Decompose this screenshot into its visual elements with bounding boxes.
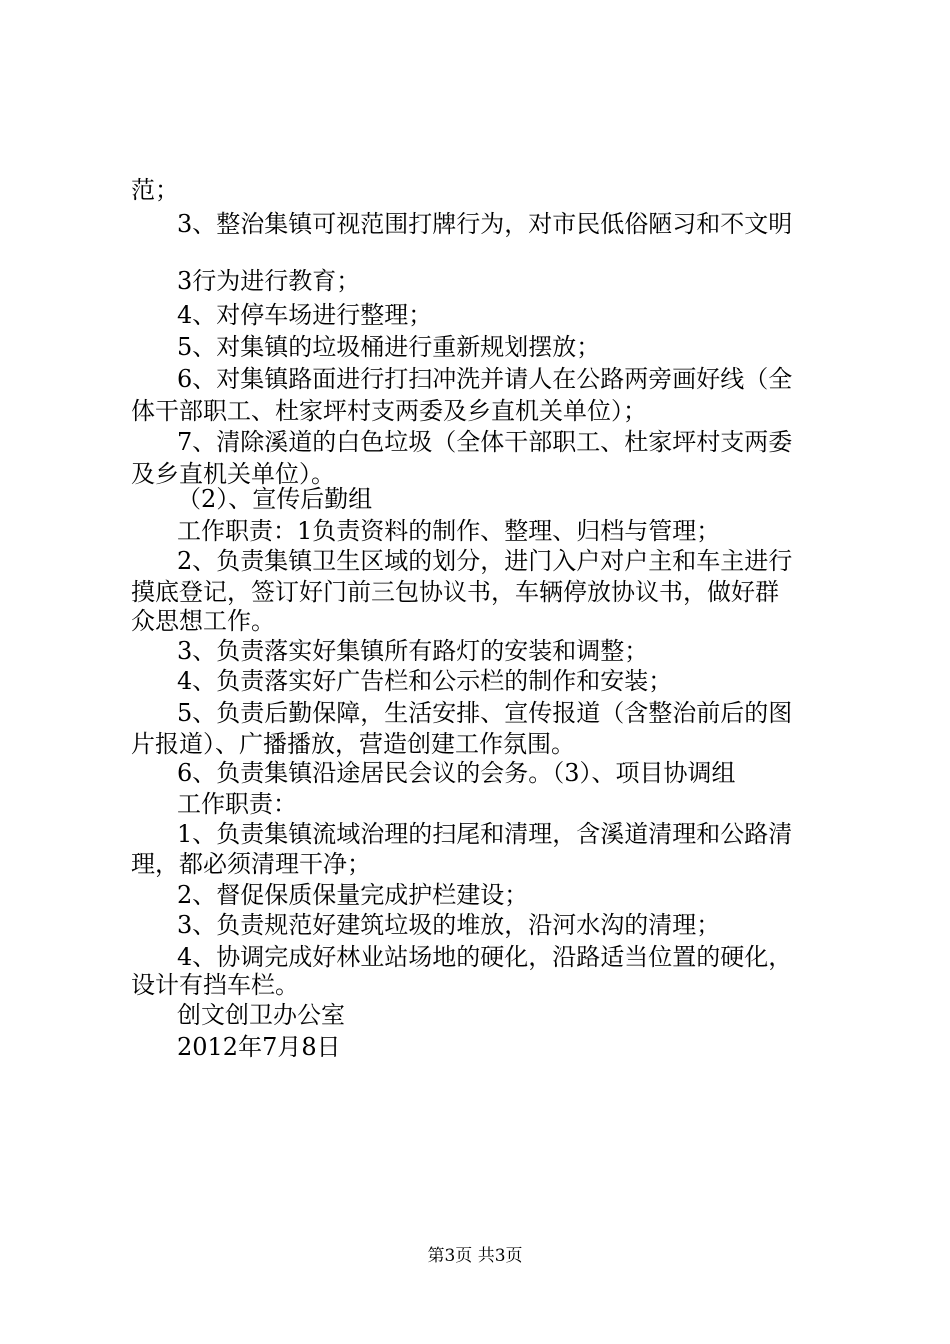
- page-footer: 第3页 共3页: [427, 1246, 523, 1266]
- text-line: 体干部职工、杜家坪村支两委及乡直机关单位）；: [131, 397, 647, 425]
- text-line: 5、对集镇的垃圾桶进行重新规划摆放；: [177, 333, 601, 361]
- section-heading: （2）、宣传后勤组: [177, 485, 373, 513]
- text-line: 6、负责集镇沿途居民会议的会务。（3）、项目协调组: [177, 759, 736, 787]
- text-line: 4、协调完成好林业站场地的硬化，沿路适当位置的硬化，: [177, 943, 793, 971]
- text-line: 3、负责落实好集镇所有路灯的安装和调整；: [177, 637, 649, 665]
- text-line: 理，都必须清理干净；: [131, 850, 371, 878]
- text-line: 及乡直机关单位）。: [131, 460, 335, 488]
- text-line: 工作职责：: [177, 790, 297, 818]
- text-line: 2、督促保质保量完成护栏建设；: [177, 881, 529, 909]
- text-line: 3行为进行教育；: [177, 267, 361, 295]
- text-line: 4、对停车场进行整理；: [177, 301, 433, 329]
- text-line: 片报道）、广播播放，营造创建工作氛围。: [131, 730, 575, 758]
- text-line: 5、负责后勤保障，生活安排、宣传报道（含整治前后的图: [177, 699, 793, 727]
- text-line: 2、负责集镇卫生区域的划分，进门入户对户主和车主进行: [177, 547, 793, 575]
- text-line: 众思想工作。: [131, 607, 275, 635]
- text-line: 1、负责集镇流域治理的扫尾和清理，含溪道清理和公路清: [177, 820, 793, 848]
- signature-office: 创文创卫办公室: [177, 1001, 345, 1029]
- text-line: 3、整治集镇可视范围打牌行为，对市民低俗陋习和不文明: [177, 210, 793, 238]
- text-line: 设计有挡车栏。: [131, 971, 299, 999]
- text-line: 摸底登记，签订好门前三包协议书，车辆停放协议书，做好群: [131, 578, 779, 606]
- text-line: 范；: [131, 176, 179, 204]
- text-line: 7、清除溪道的白色垃圾（全体干部职工、杜家坪村支两委: [177, 428, 793, 456]
- signature-date: 2012年7月8日: [177, 1033, 341, 1061]
- text-line: 3、负责规范好建筑垃圾的堆放，沿河水沟的清理；: [177, 911, 721, 939]
- text-line: 工作职责：1负责资料的制作、整理、归档与管理；: [177, 517, 721, 545]
- text-line: 4、负责落实好广告栏和公示栏的制作和安装；: [177, 667, 673, 695]
- text-line: 6、对集镇路面进行打扫冲洗并请人在公路两旁画好线（全: [177, 365, 793, 393]
